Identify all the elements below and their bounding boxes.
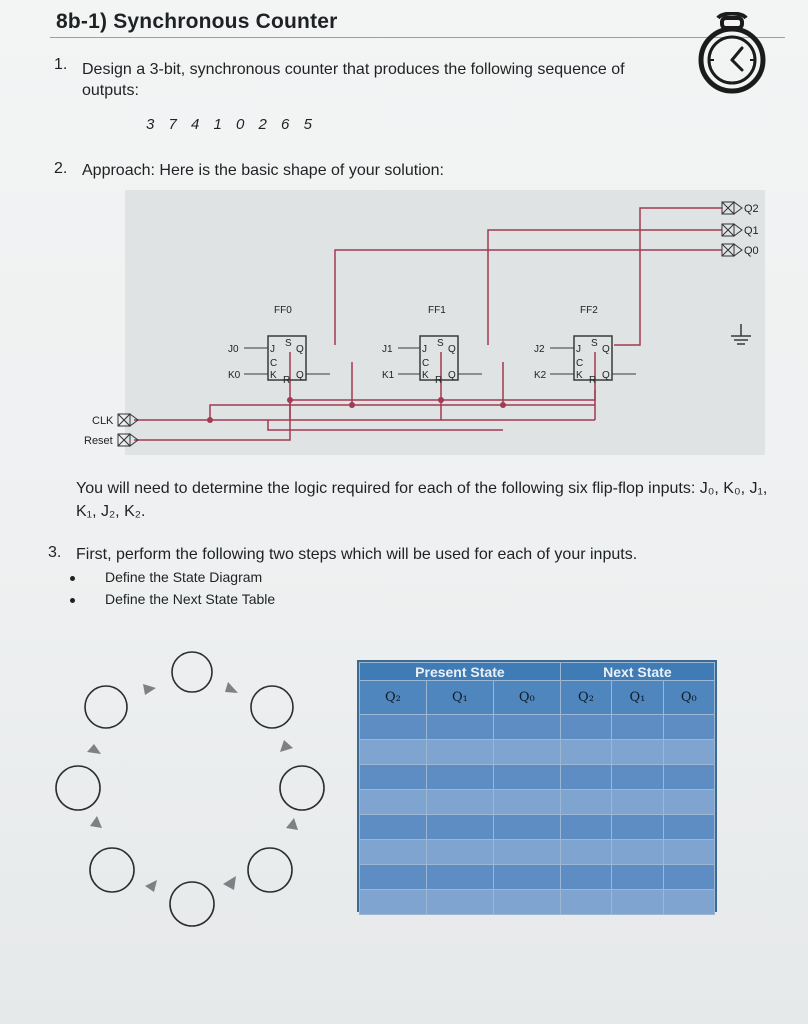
question-2-number: 2. xyxy=(54,160,68,177)
svg-text:S: S xyxy=(591,338,598,349)
table-cell[interactable] xyxy=(663,815,714,840)
circuit-diagram xyxy=(0,180,808,465)
table-cell[interactable] xyxy=(360,740,427,765)
table-cell[interactable] xyxy=(360,840,427,865)
table-cell[interactable] xyxy=(612,740,663,765)
question-1-number: 1. xyxy=(54,56,68,73)
table-cell[interactable] xyxy=(560,765,611,790)
k0-label: K0 xyxy=(228,370,241,381)
reset-input xyxy=(84,434,138,447)
state-circle[interactable] xyxy=(56,766,100,810)
col-q2-next: Q₂ xyxy=(560,681,611,715)
state-circle[interactable] xyxy=(251,686,293,728)
table-cell[interactable] xyxy=(360,765,427,790)
svg-text:K: K xyxy=(270,370,277,381)
svg-text:Q: Q xyxy=(602,344,610,355)
question-3-number: 3. xyxy=(48,544,62,561)
svg-text:Q: Q xyxy=(448,370,456,381)
col-q1-present: Q₁ xyxy=(426,681,493,715)
ff1-label: FF1 xyxy=(428,305,446,316)
table-cell[interactable] xyxy=(493,765,560,790)
bullet-dot xyxy=(70,576,75,581)
table-cell[interactable] xyxy=(663,890,714,915)
table-cell[interactable] xyxy=(360,790,427,815)
state-circle[interactable] xyxy=(172,652,212,692)
question-2-text: Approach: Here is the basic shape of your solution: xyxy=(82,162,444,179)
table-cell[interactable] xyxy=(426,790,493,815)
flip-flop-inputs-description: You will need to determine the logic required for each of the following six flip-flop inputs: J₀, K₀, J₁, K₁, J₂, K₂. xyxy=(76,480,768,520)
svg-text:Q2: Q2 xyxy=(744,203,759,215)
table-row xyxy=(360,865,715,890)
svg-text:Q1: Q1 xyxy=(744,225,759,237)
present-state-header: Present State xyxy=(360,663,561,681)
table-cell[interactable] xyxy=(426,715,493,740)
svg-text:Q: Q xyxy=(448,344,456,355)
table-cell[interactable] xyxy=(493,815,560,840)
svg-text:C: C xyxy=(270,358,278,369)
svg-text:R: R xyxy=(283,375,291,386)
svg-text:Q0: Q0 xyxy=(744,245,759,257)
table-cell[interactable] xyxy=(360,890,427,915)
table-cell[interactable] xyxy=(612,840,663,865)
svg-text:Q: Q xyxy=(602,370,610,381)
state-circle[interactable] xyxy=(85,686,127,728)
stopwatch-icon xyxy=(696,12,768,102)
table-cell[interactable] xyxy=(560,840,611,865)
table-cell[interactable] xyxy=(612,790,663,815)
state-circle[interactable] xyxy=(280,766,324,810)
table-cell[interactable] xyxy=(663,715,714,740)
table-cell[interactable] xyxy=(560,865,611,890)
table-cell[interactable] xyxy=(663,840,714,865)
table-cell[interactable] xyxy=(493,840,560,865)
state-circle[interactable] xyxy=(90,848,134,892)
table-cell[interactable] xyxy=(663,765,714,790)
question-1-text: Design a 3-bit, synchronous counter that produces the following sequence of outputs: xyxy=(82,61,625,99)
state-diagram[interactable] xyxy=(40,640,340,930)
table-row xyxy=(360,890,715,915)
table-cell[interactable] xyxy=(426,890,493,915)
next-state-header: Next State xyxy=(560,663,714,681)
svg-text:C: C xyxy=(576,358,584,369)
svg-text:K: K xyxy=(576,370,583,381)
table-cell[interactable] xyxy=(612,765,663,790)
output-sequence: 3 7 4 1 0 2 6 5 xyxy=(146,116,317,133)
col-q0-present: Q₀ xyxy=(493,681,560,715)
table-cell[interactable] xyxy=(493,890,560,915)
ff2-label: FF2 xyxy=(580,305,598,316)
table-cell[interactable] xyxy=(493,865,560,890)
state-circle[interactable] xyxy=(170,882,214,926)
svg-text:CLK: CLK xyxy=(92,415,114,427)
svg-text:Q: Q xyxy=(296,344,304,355)
table-row xyxy=(360,790,715,815)
table-cell[interactable] xyxy=(426,765,493,790)
table-row xyxy=(360,815,715,840)
k2-label: K2 xyxy=(534,370,547,381)
table-cell[interactable] xyxy=(493,790,560,815)
j1-label: J1 xyxy=(382,344,393,355)
table-cell[interactable] xyxy=(560,715,611,740)
j2-label: J2 xyxy=(534,344,545,355)
col-q2-present: Q₂ xyxy=(360,681,427,715)
table-cell[interactable] xyxy=(426,865,493,890)
question-3-text: First, perform the following two steps which will be used for each of your inputs. xyxy=(76,546,638,563)
table-cell[interactable] xyxy=(360,715,427,740)
table-cell[interactable] xyxy=(560,740,611,765)
table-cell[interactable] xyxy=(560,790,611,815)
table-row xyxy=(360,740,715,765)
svg-text:Q: Q xyxy=(296,370,304,381)
table-row xyxy=(360,715,715,740)
ff0-label: FF0 xyxy=(274,305,292,316)
svg-text:K: K xyxy=(422,370,429,381)
table-cell[interactable] xyxy=(493,715,560,740)
next-state-table xyxy=(357,660,717,912)
bullet-dot xyxy=(70,598,75,603)
table-cell[interactable] xyxy=(663,740,714,765)
title-divider xyxy=(50,37,785,38)
svg-text:R: R xyxy=(435,375,443,386)
svg-text:J: J xyxy=(422,344,427,355)
col-q1-next: Q₁ xyxy=(612,681,663,715)
table-cell[interactable] xyxy=(426,815,493,840)
table-cell[interactable] xyxy=(360,865,427,890)
svg-text:J: J xyxy=(576,344,581,355)
svg-text:C: C xyxy=(422,358,430,369)
table-cell[interactable] xyxy=(560,815,611,840)
svg-text:R: R xyxy=(589,375,597,386)
table-row xyxy=(360,840,715,865)
table-cell[interactable] xyxy=(426,740,493,765)
table-cell[interactable] xyxy=(560,890,611,915)
svg-text:Reset: Reset xyxy=(84,435,113,447)
table-cell[interactable] xyxy=(612,890,663,915)
table-cell[interactable] xyxy=(663,865,714,890)
k1-label: K1 xyxy=(382,370,395,381)
col-q0-next: Q₀ xyxy=(663,681,714,715)
table-cell[interactable] xyxy=(360,815,427,840)
table-cell[interactable] xyxy=(663,790,714,815)
state-circle[interactable] xyxy=(248,848,292,892)
svg-text:S: S xyxy=(437,338,444,349)
table-cell[interactable] xyxy=(493,740,560,765)
page-title: 8b-1) Synchronous Counter xyxy=(56,10,338,33)
bullet-next-state-table: Define the Next State Table xyxy=(70,591,275,607)
transition-arrows xyxy=(87,682,298,892)
table-cell[interactable] xyxy=(612,815,663,840)
svg-text:S: S xyxy=(285,338,292,349)
bullet-state-diagram: Define the State Diagram xyxy=(70,569,262,585)
j0-label: J0 xyxy=(228,344,239,355)
table-cell[interactable] xyxy=(612,715,663,740)
table-cell[interactable] xyxy=(612,865,663,890)
table-cell[interactable] xyxy=(426,840,493,865)
svg-text:J: J xyxy=(270,344,275,355)
table-row xyxy=(360,765,715,790)
